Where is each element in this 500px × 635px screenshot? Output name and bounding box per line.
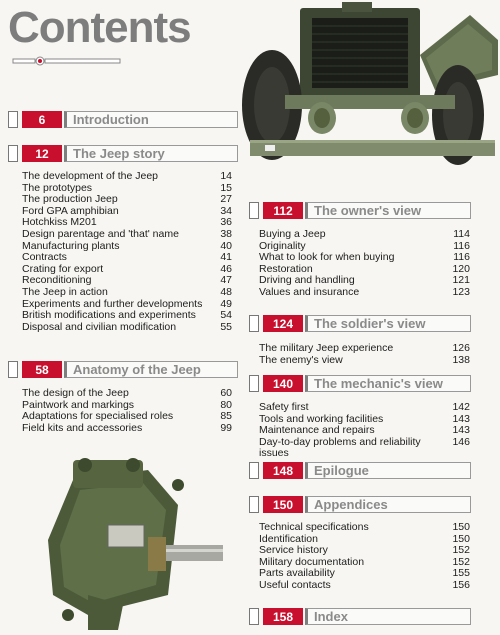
soldiers-view-list [259, 343, 470, 366]
section-marker [249, 496, 259, 513]
section-title: The owner's view [305, 202, 471, 219]
section-marker [8, 145, 18, 162]
appendices-list [259, 522, 470, 592]
section-title: Index [305, 608, 471, 625]
section-page-number: 150 [263, 496, 303, 513]
toc-entry[interactable]: Tools and working facilities 143 [259, 412, 470, 425]
section-epilogue[interactable] [249, 462, 471, 479]
toc-entry[interactable]: Ford GPA amphibian 34 [22, 204, 232, 217]
toc-entry[interactable]: Experiments and further developments 49 [22, 297, 232, 310]
toc-entry[interactable]: The production Jeep 27 [22, 193, 232, 206]
toc-entry[interactable]: Contracts 41 [22, 251, 232, 264]
jeep-front-image [230, 0, 500, 178]
toc-entry[interactable]: Identification 150 [259, 532, 470, 545]
section-page-number: 140 [263, 375, 303, 392]
toc-entry[interactable]: Disposal and civilian modification 55 [22, 320, 232, 333]
section-title: The soldier's view [305, 315, 471, 332]
toc-entry[interactable]: Parts availability 155 [259, 567, 470, 580]
toc-entry[interactable]: Safety first 142 [259, 401, 470, 413]
toc-entry[interactable]: The enemy's view 138 [259, 353, 470, 366]
toc-entry[interactable]: Day-to-day problems and reliability issues 146 [259, 435, 470, 460]
toc-entry[interactable]: Military documentation 152 [259, 555, 470, 568]
section-title: Appendices [305, 496, 471, 513]
toc-entry[interactable]: Crating for export 46 [22, 262, 232, 275]
section-page-number: 158 [263, 608, 303, 625]
toc-entry[interactable]: Originality 116 [259, 239, 470, 252]
section-page-number: 58 [22, 361, 62, 378]
page-title: Contents [8, 3, 191, 52]
toc-entry[interactable]: Hotchkiss M201 36 [22, 216, 232, 229]
toc-entry[interactable]: Design parentage and 'that' name 38 [22, 227, 232, 240]
anatomy-list [22, 388, 232, 434]
section-anatomy[interactable] [8, 361, 238, 378]
toc-entry[interactable]: The development of the Jeep 14 [22, 170, 232, 182]
section-owners-view[interactable] [249, 202, 471, 219]
section-marker [249, 462, 259, 479]
section-page-number: 12 [22, 145, 62, 162]
toc-entry[interactable]: What to look for when buying 116 [259, 251, 470, 264]
section-title: Introduction [64, 111, 238, 128]
section-appendices[interactable] [249, 496, 471, 513]
section-marker [8, 361, 18, 378]
section-marker [249, 608, 259, 625]
toc-entry[interactable]: Reconditioning 47 [22, 274, 232, 287]
section-marker [249, 315, 259, 332]
section-introduction[interactable] [8, 111, 238, 128]
section-page-number: 6 [22, 111, 62, 128]
toc-entry[interactable]: Driving and handling 121 [259, 274, 470, 287]
toc-entry[interactable]: British modifications and experiments 54 [22, 309, 232, 322]
section-title: The Jeep story [64, 145, 238, 162]
toc-entry[interactable]: The Jeep in action 48 [22, 285, 232, 298]
toc-entry[interactable]: Restoration 120 [259, 262, 470, 275]
toc-entry[interactable]: Service history 152 [259, 544, 470, 557]
section-marker [249, 375, 259, 392]
section-jeep-story[interactable] [8, 145, 238, 162]
toc-entry[interactable]: The military Jeep experience 126 [259, 342, 470, 354]
section-page-number: 124 [263, 315, 303, 332]
toc-entry[interactable]: Useful contacts 156 [259, 578, 470, 591]
jeep-story-list [22, 171, 232, 333]
toc-entry[interactable]: Values and insurance 123 [259, 285, 470, 298]
toc-entry[interactable]: The design of the Jeep 60 [22, 387, 232, 399]
section-soldiers-view[interactable] [249, 315, 471, 332]
mechanics-view-list [259, 402, 470, 460]
toc-entry[interactable]: Paintwork and markings 80 [22, 398, 232, 411]
toc-entry[interactable]: The prototypes 15 [22, 181, 232, 194]
gearbox-image [28, 445, 228, 635]
section-marker [8, 111, 18, 128]
section-page-number: 112 [263, 202, 303, 219]
section-mechanics-view[interactable] [249, 375, 471, 392]
toc-entry[interactable]: Field kits and accessories 99 [22, 421, 232, 434]
title-decoration [12, 54, 122, 68]
section-title: Epilogue [305, 462, 471, 479]
section-page-number: 148 [263, 462, 303, 479]
section-marker [249, 202, 259, 219]
toc-entry[interactable]: Technical specifications 150 [259, 521, 470, 533]
toc-entry[interactable]: Adaptations for specialised roles 85 [22, 410, 232, 423]
owners-view-list [259, 229, 470, 299]
section-title: Anatomy of the Jeep [64, 361, 238, 378]
section-index[interactable] [249, 608, 471, 625]
toc-entry[interactable]: Maintenance and repairs 143 [259, 424, 470, 437]
section-title: The mechanic's view [305, 375, 471, 392]
toc-entry[interactable]: Manufacturing plants 40 [22, 239, 232, 252]
toc-entry[interactable]: Buying a Jeep 114 [259, 228, 470, 240]
